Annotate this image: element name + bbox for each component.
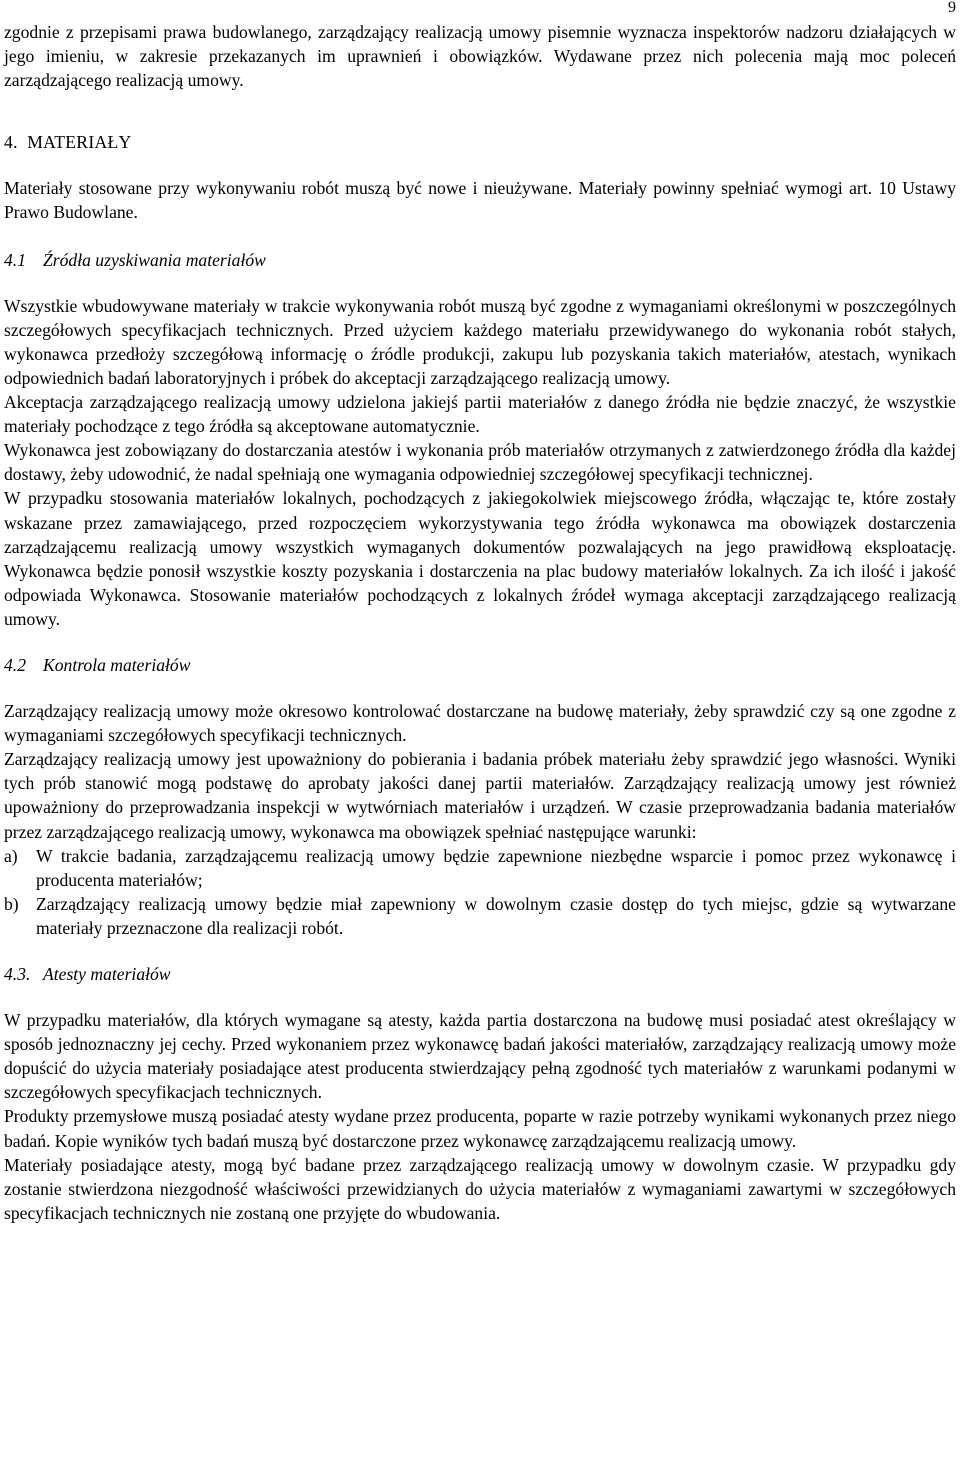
list-marker: b) [4, 893, 19, 914]
list-item-text: W trakcie badania, zarządzającemu realizacją umowy będzie zapewnione niezbędne wsparcie i pomoc przez wykonawcę i producenta materiałów; [36, 845, 956, 890]
section-4-2-paragraph-1: Zarządzający realizacją umowy może okresowo kontrolować dostarczane na budowę materiały, żeby sprawdzić czy są one zgodne z wymaganiami szczegółowych specyfikacji technicznych. [4, 701, 956, 746]
section-4-1-heading [4, 248, 956, 272]
section-4-1-paragraph-1: Wszystkie wbudowywane materiały w trakcie wykonywania robót muszą być zgodne z wymaganiami określonymi w poszczególnych szczegółowych specyfikacjach technicznych. Przed użyciem każdego materiału przewidywanego do wykonania robót stałych, wykonawca przedłoży szczegółową informację o źródle produkcji, zakupu lub pozyskania takich materiałów, atestach, wynikach odpowiednich badań laboratoryjnych i próbek do akceptacji zarządzającego realizacją umowy. [4, 295, 956, 388]
list-item-text: Zarządzający realizacją umowy będzie miał zapewniony w dowolnym czasie dostęp do tych miejsc, gdzie są wytwarzane materiały przeznaczone dla realizacji robót. [36, 893, 956, 938]
list-marker: a) [4, 845, 18, 866]
section-4-3-paragraph-1: W przypadku materiałów, dla których wymagane są atesty, każda partia dostarczona na budowę musi posiadać atest określający w sposób jednoznaczny jej cechy. Przed wykonaniem przez wykonawcę badań jakości materiałów, zarządzający realizacją umowy może dopuścić do użycia materiały posiadające atest producenta stwierdzający pełną zgodność tych materiałów z warunkami podanymi w szczegółowych specyfikacjach technicznych. [4, 1010, 956, 1103]
section-4-1-paragraph-4: W przypadku stosowania materiałów lokalnych, pochodzących z jakiegokolwiek miejscowego źródła, włączając te, które zostały wskazane przez zamawiającego, przed rozpoczęciem wykorzystywania tego źródła wykonawca ma obowiązek dostarczenia zarządzającemu realizacją umowy wszystkich wymaganych dokumentów pozwalających na jego prawidłową eksploatację. Wykonawca będzie ponosił wszystkie koszty pozyskania i dostarczenia na plac budowy materiałów lokalnych. Za ich ilość i jakość odpowiada Wykonawca. Stosowanie materiałów pochodzących z lokalnych źródeł wymaga akceptacji zarządzającego realizacją umowy. [4, 488, 956, 629]
section-4-number: 4. [4, 132, 18, 153]
section-4-1-number: 4.1 [4, 249, 26, 270]
section-4-2-title: Kontrola materiałów [43, 654, 191, 675]
section-4-2-heading [4, 653, 956, 677]
section-4-paragraph: Materiały stosowane przy wykonywaniu robót muszą być nowe i nieużywane. Materiały powinny spełniać wymogi art. 10 Ustawy Prawo Budowlane. [4, 178, 956, 223]
section-4-3-paragraph-2: Produkty przemysłowe muszą posiadać atesty wydane przez producenta, poparte w razie potrzeby wynikami wykonanych przez niego badań. Kopie wyników tych badań muszą być dostarczone przez wykonawcę zarządzającemu realizacją umowy. [4, 1106, 956, 1151]
section-4-2-paragraph-2: Zarządzający realizacją umowy jest upoważniony do pobierania i badania próbek materiału żeby sprawdzić jego własności. Wyniki tych prób stanowić mogą podstawę do aprobaty jakości danej partii materiałów. Zarządzający realizacją umowy jest również upoważniony do przeprowadzania inspekcji w wytwórniach materiałów i urządzeń. W czasie przeprowadzania badania materiałów przez zarządzającego realizacją umowy, wykonawca ma obowiązek spełniać następujące warunki: [4, 749, 956, 842]
list-item [4, 844, 956, 892]
section-4-1-paragraph-2: Akceptacja zarządzającego realizacją umowy udzielona jakiejś partii materiałów z danego źródła nie będzie znaczyć, że wszystkie materiały pochodzące z tego źródła są akceptowane automatycznie. [4, 392, 956, 437]
section-4-1-paragraph-3: Wykonawca jest zobowiązany do dostarczania atestów i wykonania prób materiałów otrzymanych z zatwierdzonego źródła dla każdej dostawy, żeby udowodnić, że nadal spełniają one wymagania odpowiedniej szczegółowej specyfikacji technicznej. [4, 440, 956, 485]
section-4-3-title: Atesty materiałów [43, 964, 171, 984]
section-4-heading [4, 130, 956, 154]
section-4-3-paragraph-3: Materiały posiadające atesty, mogą być badane przez zarządzającego realizacją umowy w dowolnym czasie. W przypadku gdy zostanie stwierdzona niezgodność właściwości przewidzianych do użycia materiałów z wymaganiami zawartymi w szczegółowych specyfikacjach technicznych nie zostaną one przyjęte do wbudowania. [4, 1154, 956, 1223]
section-4-1-title: Źródła uzyskiwania materiałów [43, 249, 266, 270]
section-4-3-heading [4, 962, 956, 986]
list-item [4, 892, 956, 940]
page-number: 9 [948, 0, 956, 16]
section-4-3-number: 4.3. [4, 964, 31, 984]
intro-paragraph: zgodnie z przepisami prawa budowlanego, zarządzający realizacją umowy pisemnie wyznacza inspektorów nadzoru działających w jego imieniu, w zakresie przekazanych im uprawnień i obowiązków. Wydawane przez nich polecenia mają moc poleceń zarządzającego realizacją umowy. [4, 22, 956, 91]
section-4-title: MATERIAŁY [27, 132, 132, 153]
section-4-2-number: 4.2 [4, 654, 26, 675]
